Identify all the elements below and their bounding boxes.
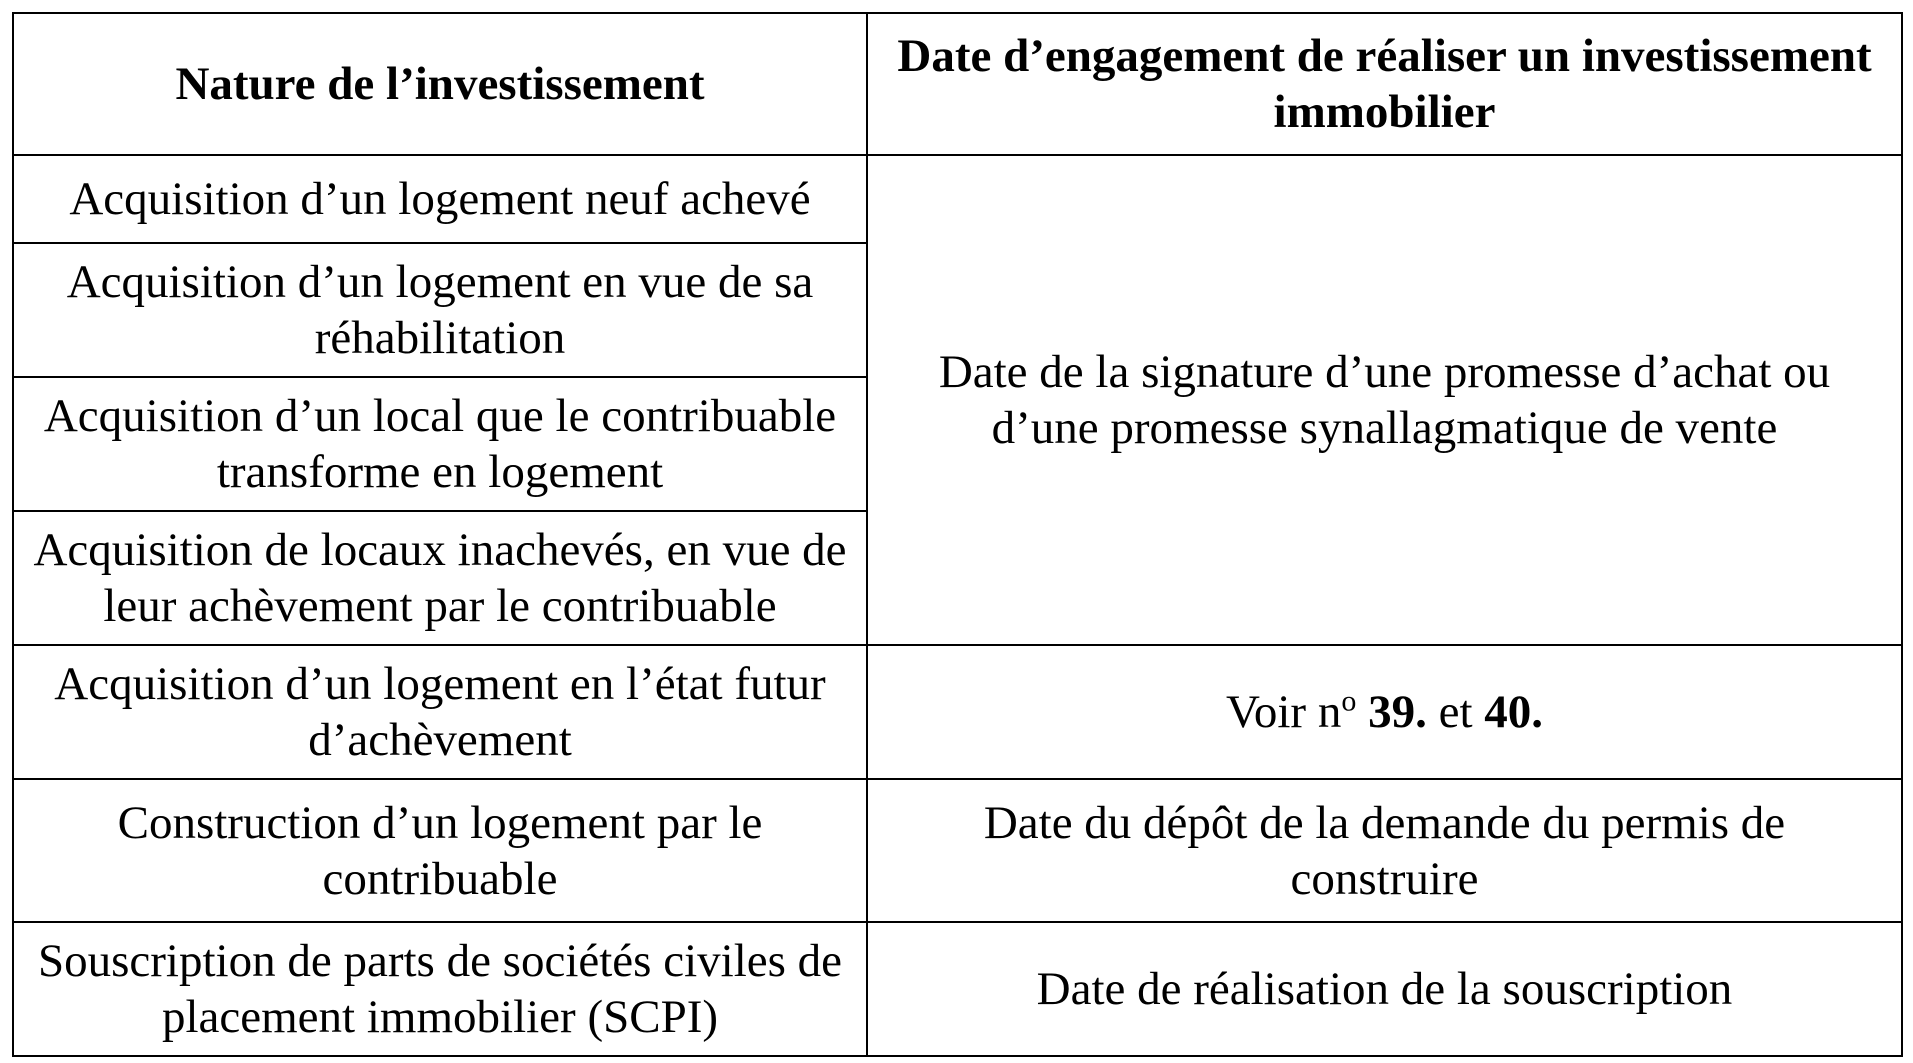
reference-link-40: 40.: [1484, 686, 1543, 738]
date-cell-merged: Date de la signature d’une promesse d’achat ou d’une promesse synallagmatique de vente: [867, 155, 1902, 645]
reference-link-39: 39.: [1368, 686, 1427, 738]
table-row: [13, 155, 1902, 243]
nature-cell: Souscription de parts de sociétés civiles de placement immobilier (SCPI): [13, 922, 867, 1056]
reference-connector: et: [1438, 686, 1473, 738]
table-row: [13, 922, 1902, 1056]
table-row: [13, 779, 1902, 922]
date-cell: Date de réalisation de la souscription: [867, 922, 1902, 1056]
table-row: [13, 645, 1902, 779]
date-cell: Date du dépôt de la demande du permis de construire: [867, 779, 1902, 922]
investment-table: [12, 12, 1903, 1057]
header-nature: Nature de l’investissement: [13, 13, 867, 155]
nature-cell: Acquisition de locaux inachevés, en vue de leur achèvement par le contribuable: [13, 511, 867, 645]
nature-cell: Acquisition d’un logement en vue de sa réhabilitation: [13, 243, 867, 377]
table-header-row: [13, 13, 1902, 155]
nature-cell: Acquisition d’un logement neuf achevé: [13, 155, 867, 243]
header-date-engagement: Date d’engagement de réaliser un investissement immobilier: [867, 13, 1902, 155]
reference-prefix: Voir n: [1225, 686, 1342, 738]
reference-superscript: o: [1341, 684, 1357, 718]
nature-cell: Construction d’un logement par le contribuable: [13, 779, 867, 922]
nature-cell: Acquisition d’un local que le contribuable transforme en logement: [13, 377, 867, 511]
nature-cell: Acquisition d’un logement en l’état futur d’achèvement: [13, 645, 867, 779]
date-cell-reference: [867, 645, 1902, 779]
